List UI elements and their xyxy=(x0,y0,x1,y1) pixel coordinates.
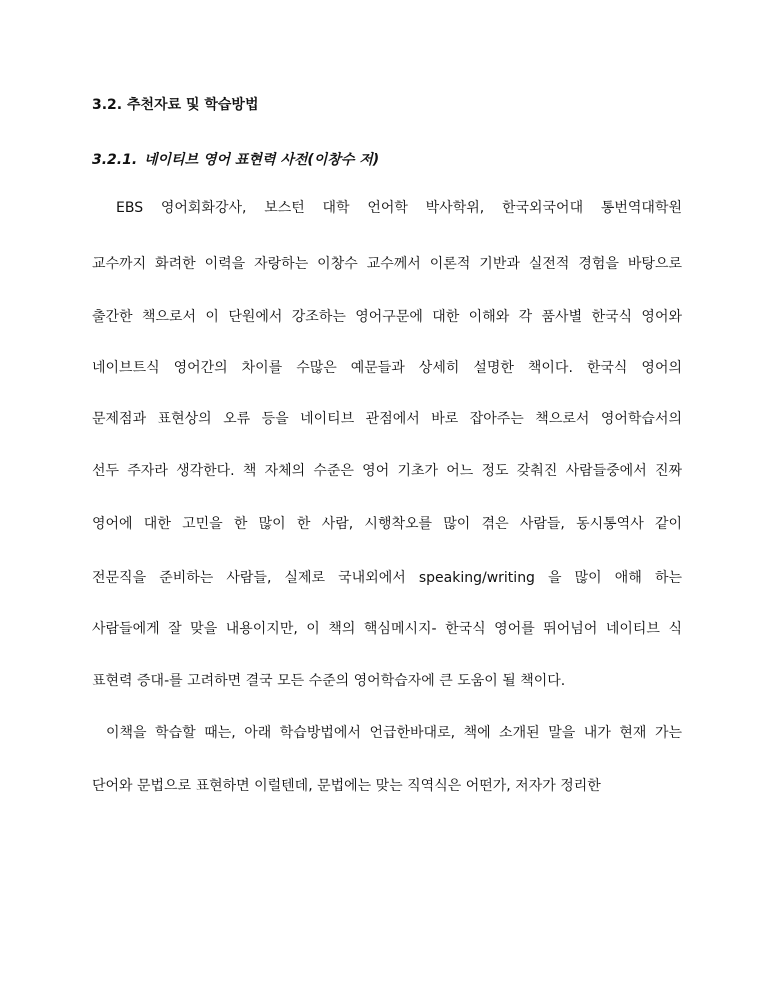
section-heading xyxy=(92,94,258,114)
paragraph-line: 네이브트식 영어간의 차이를 수많은 예문들과 상세히 설명한 책이다. 한국식 영어의 xyxy=(92,360,682,376)
paragraph-line: EBS 영어회화강사, 보스턴 대학 언어학 박사학위, 한국외국어대 통번역대학원 xyxy=(116,200,682,216)
paragraph-line: 이책을 학습할 때는, 아래 학습방법에서 언급한바대로, 책에 소개된 말을 내가 현재 가는 xyxy=(106,725,682,741)
section-title: 추천자료 및 학습방법 xyxy=(127,97,259,113)
section-number: 3.2. xyxy=(92,97,123,113)
paragraph-line: 영어에 대한 고민을 한 많이 한 사람, 시행착오를 많이 겪은 사람들, 동시통역사 같이 xyxy=(92,516,682,532)
paragraph-line: 선두 주자라 생각한다. 책 자체의 수준은 영어 기초가 어느 정도 갖춰진 사람들중에서 진짜 xyxy=(92,463,682,479)
subsection-number: 3.2.1. xyxy=(92,152,138,168)
paragraph-line: 교수까지 화려한 이력을 자랑하는 이창수 교수께서 이론적 기반과 실전적 경험을 바탕으로 xyxy=(92,256,682,272)
paragraph-line: 출간한 책으로서 이 단원에서 강조하는 영어구문에 대한 이해와 각 품사별 한국식 영어와 xyxy=(92,309,682,325)
subsection-title: 네이티브 영어 표현력 사전(이창수 저) xyxy=(144,152,380,168)
paragraph-line: 표현력 증대-를 고려하면 결국 모든 수준의 영어학습자에 큰 도움이 될 책이다. xyxy=(92,673,566,689)
paragraph-line: 사람들에게 잘 맞을 내용이지만, 이 책의 핵심메시지- 한국식 영어를 뛰어넘어 네이티브 식 xyxy=(92,621,682,637)
paragraph-line: 문제점과 표현상의 오류 등을 네이티브 관점에서 바로 잡아주는 책으로서 영어학습서의 xyxy=(92,411,682,427)
paragraph-line: 단어와 문법으로 표현하면 이럴텐데, 문법에는 맞는 직역식은 어떤가, 저자가 정리한 xyxy=(92,778,601,794)
paragraph-line: 전문직을 준비하는 사람들, 실제로 국내외에서 speaking/writing 을 많이 애해 하는 xyxy=(92,570,682,586)
subsection-heading xyxy=(92,149,379,169)
